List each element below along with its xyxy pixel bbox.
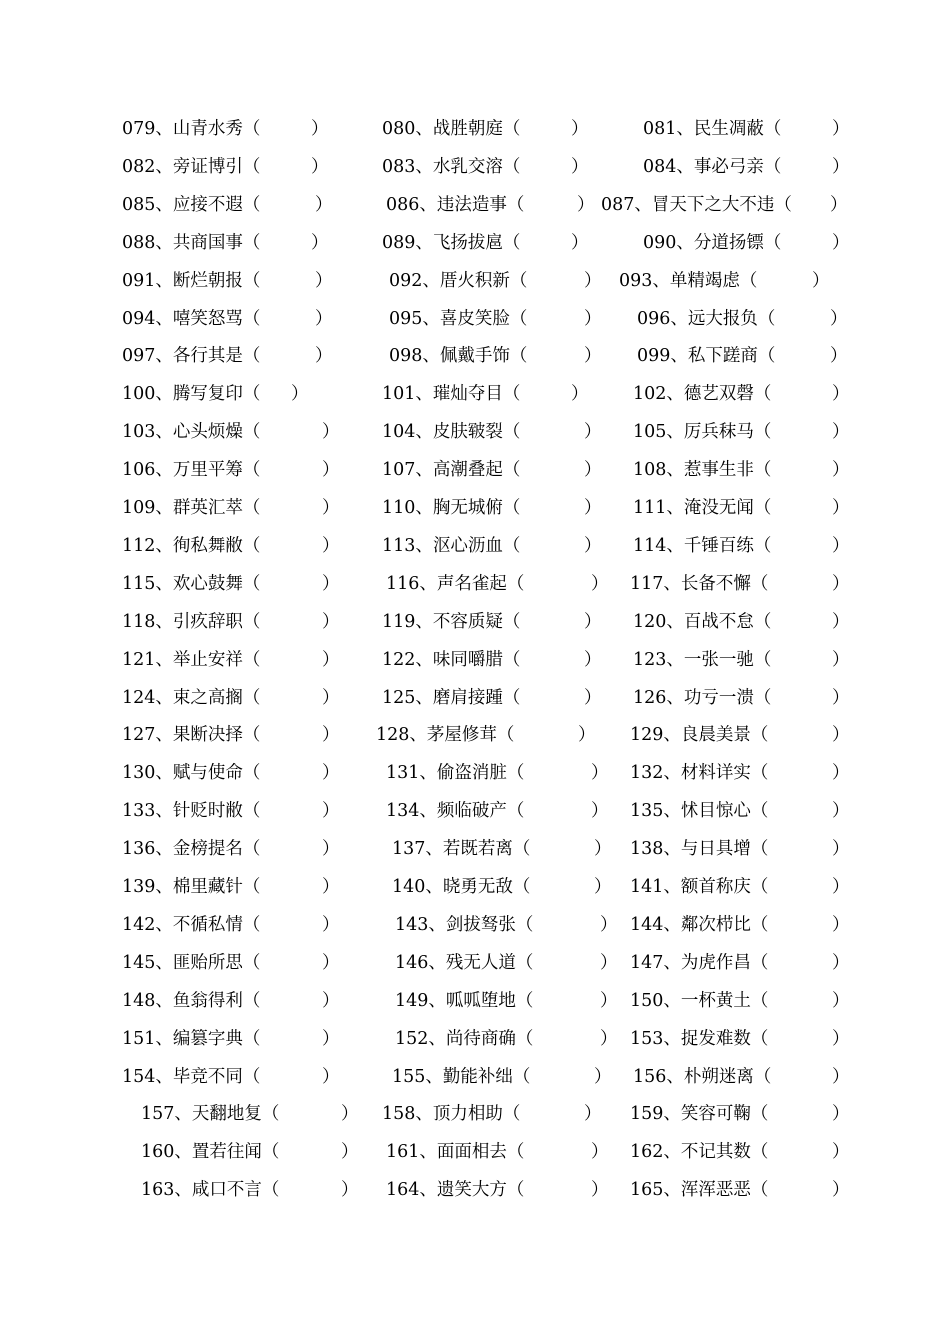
idiom-question	[630, 565, 852, 603]
question-row	[0, 1133, 950, 1171]
idiom-question	[630, 716, 852, 754]
idiom-label: 147、为虎作昌（	[630, 952, 769, 973]
question-row	[0, 489, 950, 527]
question-row	[0, 830, 950, 868]
answer-blank-close[interactable]: ）	[600, 914, 618, 935]
idiom-label: 149、呱呱堕地（	[395, 990, 534, 1011]
answer-blank-close[interactable]: ）	[600, 1028, 618, 1049]
question-row	[0, 1095, 950, 1133]
idiom-label: 117、长备不懈（	[630, 573, 769, 594]
answer-blank-close[interactable]: ）	[591, 1180, 609, 1201]
question-row	[0, 413, 950, 451]
idiom-label: 165、浑浑恶恶（	[630, 1180, 769, 1201]
idiom-question	[122, 110, 331, 148]
answer-blank-close[interactable]: ）	[584, 535, 602, 556]
idiom-label: 153、捉发难数（	[630, 1028, 769, 1049]
idiom-question	[633, 1058, 852, 1096]
idiom-question	[633, 641, 852, 679]
answer-blank-close[interactable]: ）	[584, 346, 602, 367]
answer-blank-close[interactable]: ）	[832, 952, 850, 973]
idiom-label: 109、群英汇萃（	[122, 498, 261, 518]
idiom-question	[376, 716, 598, 754]
answer-blank-close[interactable]: ）	[571, 119, 589, 139]
idiom-question	[386, 565, 611, 603]
idiom-question	[633, 527, 852, 565]
answer-blank-close[interactable]: ）	[832, 422, 850, 443]
answer-blank-close[interactable]: ）	[315, 308, 333, 329]
answer-blank-close[interactable]: ）	[341, 1180, 359, 1201]
idiom-label: 162、不记其数（	[630, 1142, 769, 1163]
idiom-question	[630, 982, 852, 1020]
idiom-label: 129、良晨美景（	[630, 725, 769, 746]
question-row	[0, 1171, 950, 1209]
idiom-label: 094、嘻笑怒骂（	[122, 308, 261, 329]
answer-blank-close[interactable]: ）	[584, 649, 602, 670]
idiom-question	[643, 110, 852, 148]
idiom-label: 123、一张一驰（	[633, 649, 772, 670]
idiom-question	[122, 224, 331, 262]
answer-blank-close[interactable]: ）	[832, 801, 850, 822]
idiom-label: 159、笑容可鞠（	[630, 1104, 769, 1125]
answer-blank-close[interactable]: ）	[594, 839, 612, 860]
idiom-question	[630, 1020, 852, 1058]
idiom-question	[395, 906, 620, 944]
idiom-question	[392, 1058, 614, 1096]
answer-blank-close[interactable]: ）	[832, 839, 850, 860]
idiom-question	[122, 906, 342, 944]
idiom-label: 160、置若往闻（	[141, 1142, 280, 1163]
answer-blank-close[interactable]: ）	[311, 119, 329, 139]
idiom-question	[386, 754, 611, 792]
answer-blank-close[interactable]: ）	[591, 801, 609, 822]
idiom-label: 091、断烂朝报（	[122, 270, 261, 291]
idiom-label: 115、欢心鼓舞（	[122, 573, 261, 594]
question-row	[0, 375, 950, 413]
question-row	[0, 982, 950, 1020]
answer-blank-close[interactable]: ）	[832, 1142, 850, 1163]
idiom-question	[122, 641, 342, 679]
idiom-label: 089、飞扬拔扈（	[382, 232, 521, 253]
answer-blank-close[interactable]: ）	[341, 1142, 359, 1163]
answer-blank-close[interactable]: ）	[832, 1104, 850, 1125]
answer-blank-close[interactable]: ）	[322, 801, 340, 822]
idiom-label: 132、材料详实（	[630, 763, 769, 784]
answer-blank-close[interactable]: ）	[812, 270, 830, 291]
idiom-question	[122, 186, 335, 224]
answer-blank-close[interactable]: ）	[322, 952, 340, 973]
idiom-question	[386, 1133, 611, 1171]
idiom-question	[633, 451, 852, 489]
idiom-question	[382, 679, 604, 717]
idiom-question	[382, 527, 604, 565]
idiom-question	[389, 337, 604, 375]
idiom-question	[386, 186, 597, 224]
idiom-question	[630, 868, 852, 906]
answer-blank-close[interactable]: ）	[832, 611, 850, 632]
idiom-question	[630, 754, 852, 792]
answer-blank-close[interactable]: ）	[832, 232, 850, 253]
idiom-label: 145、匪贻所思（	[122, 952, 261, 973]
idiom-label: 082、旁证博引（	[122, 156, 261, 177]
idiom-question	[633, 603, 852, 641]
idiom-question	[382, 489, 604, 527]
answer-blank-close[interactable]: ）	[584, 308, 602, 329]
idiom-question	[395, 982, 620, 1020]
idiom-label: 106、万里平筹（	[122, 460, 261, 481]
idiom-label: 113、沤心沥血（	[382, 535, 521, 556]
answer-blank-close[interactable]: ）	[832, 763, 850, 784]
question-row	[0, 1058, 950, 1096]
idiom-label: 152、尚待商确（	[395, 1028, 534, 1049]
answer-blank-close[interactable]: ）	[832, 573, 850, 594]
idiom-label: 098、佩戴手饰（	[389, 346, 528, 367]
idiom-label: 119、不容质疑（	[382, 611, 521, 632]
answer-blank-close[interactable]: ）	[322, 498, 340, 518]
idiom-label: 086、违法造事（	[386, 194, 525, 215]
answer-blank-close[interactable]: ）	[322, 990, 340, 1011]
idiom-label: 124、束之高搁（	[122, 687, 261, 708]
idiom-question	[122, 1020, 342, 1058]
idiom-label: 114、千锤百练（	[633, 535, 772, 556]
idiom-label: 092、厝火积新（	[389, 270, 528, 291]
idiom-question	[122, 148, 331, 186]
idiom-label: 136、金榜提名（	[122, 839, 261, 860]
answer-blank-close[interactable]: ）	[311, 232, 329, 253]
idiom-label: 097、各行其是（	[122, 346, 261, 367]
answer-blank-close[interactable]: ）	[322, 422, 340, 443]
answer-blank-close[interactable]: ）	[584, 270, 602, 291]
idiom-label: 127、果断决择（	[122, 725, 261, 746]
idiom-question	[630, 1133, 852, 1171]
question-row	[0, 224, 950, 262]
idiom-question	[122, 830, 342, 868]
answer-blank-close[interactable]: ）	[832, 1066, 850, 1087]
idiom-question	[386, 792, 611, 830]
idiom-question	[122, 944, 342, 982]
idiom-question	[633, 679, 852, 717]
idiom-question	[389, 300, 604, 338]
answer-blank-close[interactable]: ）	[594, 1066, 612, 1087]
answer-blank-close[interactable]: ）	[830, 346, 848, 367]
question-row	[0, 641, 950, 679]
answer-blank-close[interactable]: ）	[584, 1104, 602, 1125]
idiom-question	[633, 375, 852, 413]
idiom-label: 087、冒天下之大不违（	[601, 194, 792, 215]
answer-blank-close[interactable]: ）	[832, 384, 850, 405]
idiom-question	[395, 944, 620, 982]
question-row	[0, 527, 950, 565]
question-row	[0, 110, 950, 148]
question-row	[0, 754, 950, 792]
idiom-label: 150、一杯黄土（	[630, 990, 769, 1011]
question-row	[0, 300, 950, 338]
idiom-question	[637, 300, 850, 338]
question-row	[0, 679, 950, 717]
answer-blank-close[interactable]: ）	[832, 498, 850, 518]
idiom-question	[382, 1095, 604, 1133]
idiom-question	[122, 337, 335, 375]
idiom-question	[141, 1171, 361, 1209]
answer-blank-close[interactable]: ）	[584, 498, 602, 518]
idiom-label: 157、天翻地复（	[141, 1104, 280, 1125]
idiom-question	[382, 603, 604, 641]
idiom-label: 083、水乳交溶（	[382, 156, 521, 177]
idiom-label: 101、璀灿夺目（	[382, 384, 521, 405]
answer-blank-close[interactable]: ）	[584, 687, 602, 708]
answer-blank-close[interactable]: ）	[591, 573, 609, 594]
answer-blank-close[interactable]: ）	[322, 1066, 340, 1087]
idiom-label: 122、味同嚼腊（	[382, 649, 521, 670]
answer-blank-close[interactable]: ）	[322, 687, 340, 708]
answer-blank-close[interactable]: ）	[291, 384, 309, 405]
question-row	[0, 565, 950, 603]
idiom-question	[386, 1171, 611, 1209]
idiom-label: 116、声名雀起（	[386, 573, 525, 594]
answer-blank-close[interactable]: ）	[591, 763, 609, 784]
idiom-label: 137、若既若离（	[392, 839, 531, 860]
answer-blank-close[interactable]: ）	[322, 460, 340, 481]
idiom-label: 126、功亏一溃（	[633, 687, 772, 708]
question-row	[0, 1020, 950, 1058]
idiom-question	[643, 148, 852, 186]
answer-blank-close[interactable]: ）	[571, 384, 589, 405]
idiom-question	[122, 754, 342, 792]
idiom-label: 080、战胜朝庭（	[382, 119, 521, 139]
idiom-label: 164、遗笑大方（	[386, 1180, 525, 1201]
idiom-label: 128、茅屋修茸（	[376, 725, 515, 746]
answer-blank-close[interactable]: ）	[832, 156, 850, 177]
idiom-question	[382, 148, 591, 186]
answer-blank-close[interactable]: ）	[584, 422, 602, 443]
idiom-question	[122, 982, 342, 1020]
idiom-label: 155、勤能补绌（	[392, 1066, 531, 1087]
answer-blank-close[interactable]: ）	[584, 460, 602, 481]
idiom-label: 093、单精竭虑（	[619, 270, 758, 291]
answer-blank-close[interactable]: ）	[341, 1104, 359, 1125]
idiom-label: 156、朴朔迷离（	[633, 1066, 772, 1087]
question-row	[0, 716, 950, 754]
idiom-question	[389, 262, 604, 300]
answer-blank-close[interactable]: ）	[322, 611, 340, 632]
idiom-label: 125、磨肩接踵（	[382, 687, 521, 708]
idiom-question	[122, 489, 342, 527]
idiom-label: 121、举止安祥（	[122, 649, 261, 670]
answer-blank-close[interactable]: ）	[322, 573, 340, 594]
question-row	[0, 262, 950, 300]
question-row	[0, 944, 950, 982]
idiom-label: 105、厉兵秣马（	[633, 422, 772, 443]
idiom-question	[122, 565, 342, 603]
answer-blank-close[interactable]: ）	[832, 1180, 850, 1201]
answer-blank-close[interactable]: ）	[577, 194, 595, 215]
idiom-question	[122, 679, 342, 717]
question-row	[0, 337, 950, 375]
idiom-label: 131、偷盗消脏（	[386, 763, 525, 784]
idiom-question	[382, 375, 591, 413]
answer-blank-close[interactable]: ）	[315, 346, 333, 367]
idiom-label: 100、腾写复印（	[122, 384, 261, 405]
answer-blank-close[interactable]: ）	[832, 119, 850, 139]
answer-blank-close[interactable]: ）	[571, 156, 589, 177]
idiom-question	[122, 262, 335, 300]
idiom-question	[392, 830, 614, 868]
idiom-label: 102、德艺双磬（	[633, 384, 772, 405]
answer-blank-close[interactable]: ）	[322, 535, 340, 556]
idiom-label: 163、咸口不言（	[141, 1180, 280, 1201]
idiom-question	[122, 527, 342, 565]
idiom-question	[633, 413, 852, 451]
question-row	[0, 451, 950, 489]
idiom-question	[122, 868, 342, 906]
idiom-question	[395, 1020, 620, 1058]
answer-blank-close[interactable]: ）	[311, 156, 329, 177]
idiom-question	[392, 868, 614, 906]
answer-blank-close[interactable]: ）	[578, 725, 596, 746]
answer-blank-close[interactable]: ）	[830, 308, 848, 329]
idiom-label: 088、共商国事（	[122, 232, 261, 253]
idiom-label: 144、鄰次栉比（	[630, 914, 769, 935]
idiom-question	[382, 224, 591, 262]
answer-blank-close[interactable]: ）	[315, 194, 333, 215]
idiom-question	[630, 906, 852, 944]
answer-blank-close[interactable]: ）	[832, 460, 850, 481]
idiom-label: 138、与日具增（	[630, 839, 769, 860]
idiom-question	[122, 603, 342, 641]
idiom-question	[630, 1171, 852, 1209]
idiom-label: 084、事必弓亲（	[643, 156, 782, 177]
question-row	[0, 868, 950, 906]
answer-blank-close[interactable]: ）	[832, 687, 850, 708]
idiom-label: 099、私下蹉商（	[637, 346, 776, 367]
answer-blank-close[interactable]: ）	[584, 611, 602, 632]
idiom-label: 111、淹没无闻（	[633, 498, 772, 518]
idiom-question	[630, 1095, 852, 1133]
idiom-label: 135、怵目惊心（	[630, 801, 769, 822]
idiom-label: 110、胸无城俯（	[382, 498, 521, 518]
answer-blank-close[interactable]: ）	[600, 952, 618, 973]
idiom-question	[122, 451, 342, 489]
idiom-label: 112、徇私舞敝（	[122, 535, 261, 556]
idiom-question	[382, 110, 591, 148]
idiom-question	[122, 1058, 342, 1096]
idiom-question	[122, 413, 342, 451]
idiom-label: 133、针贬时敝（	[122, 801, 261, 822]
answer-blank-close[interactable]: ）	[832, 877, 850, 897]
answer-blank-close[interactable]: ）	[322, 877, 340, 897]
idiom-label: 139、棉里藏针（	[122, 877, 261, 897]
idiom-label: 120、百战不怠（	[633, 611, 772, 632]
answer-blank-close[interactable]: ）	[322, 914, 340, 935]
answer-blank-close[interactable]: ）	[594, 877, 612, 897]
idiom-label: 141、额首称庆（	[630, 877, 769, 897]
idiom-question	[630, 792, 852, 830]
idiom-question	[122, 716, 342, 754]
idiom-question	[637, 337, 850, 375]
idiom-question	[619, 262, 832, 300]
idiom-label: 148、鱼翁得利（	[122, 990, 261, 1011]
idiom-label: 107、高潮叠起（	[382, 460, 521, 481]
idiom-label: 151、编篡字典（	[122, 1028, 261, 1049]
idiom-question	[382, 451, 604, 489]
answer-blank-close[interactable]: ）	[832, 535, 850, 556]
answer-blank-close[interactable]: ）	[315, 270, 333, 291]
idiom-label: 158、顶力相助（	[382, 1104, 521, 1125]
question-row	[0, 906, 950, 944]
answer-blank-close[interactable]: ）	[832, 649, 850, 670]
question-row	[0, 792, 950, 830]
idiom-label: 130、赋与使命（	[122, 763, 261, 784]
idiom-label: 140、晓勇无敌（	[392, 877, 531, 897]
idiom-label: 081、民生凋蔽（	[643, 119, 782, 139]
idiom-question	[122, 792, 342, 830]
idiom-label: 079、山青水秀（	[122, 119, 261, 139]
idiom-label: 090、分道扬镖（	[643, 232, 782, 253]
idiom-label: 118、引疚辞职（	[122, 611, 261, 632]
idiom-label: 146、残无人道（	[395, 952, 534, 973]
idiom-label: 161、面面相去（	[386, 1142, 525, 1163]
answer-blank-close[interactable]: ）	[832, 990, 850, 1011]
answer-blank-close[interactable]: ）	[600, 990, 618, 1011]
idiom-label: 134、频临破产（	[386, 801, 525, 822]
answer-blank-close[interactable]: ）	[832, 725, 850, 746]
idiom-label: 104、皮肤皲裂（	[382, 422, 521, 443]
idiom-question	[122, 375, 311, 413]
question-row	[0, 148, 950, 186]
idiom-question	[382, 641, 604, 679]
idiom-question	[630, 830, 852, 868]
idiom-question	[643, 224, 852, 262]
answer-blank-close[interactable]: ）	[830, 194, 848, 215]
answer-blank-close[interactable]: ）	[322, 763, 340, 784]
answer-blank-close[interactable]: ）	[591, 1142, 609, 1163]
answer-blank-close[interactable]: ）	[322, 1028, 340, 1049]
idiom-label: 085、应接不遐（	[122, 194, 261, 215]
question-row	[0, 603, 950, 641]
answer-blank-close[interactable]: ）	[322, 649, 340, 670]
answer-blank-close[interactable]: ）	[322, 839, 340, 860]
idiom-question	[382, 413, 604, 451]
idiom-label: 142、不循私情（	[122, 914, 261, 935]
idiom-question	[141, 1095, 361, 1133]
answer-blank-close[interactable]: ）	[832, 1028, 850, 1049]
answer-blank-close[interactable]: ）	[832, 914, 850, 935]
idiom-label: 108、惹事生非（	[633, 460, 772, 481]
idiom-question	[630, 944, 852, 982]
answer-blank-close[interactable]: ）	[322, 725, 340, 746]
idiom-question	[122, 300, 335, 338]
idiom-label: 154、毕竞不同（	[122, 1066, 261, 1087]
idiom-label: 103、心头烦燥（	[122, 422, 261, 443]
answer-blank-close[interactable]: ）	[571, 232, 589, 253]
idiom-label: 143、剑拔驽张（	[395, 914, 534, 935]
question-row	[0, 186, 950, 224]
idiom-question	[633, 489, 852, 527]
idiom-question	[141, 1133, 361, 1171]
idiom-label: 096、远大报负（	[637, 308, 776, 329]
idiom-label: 095、喜皮笑脸（	[389, 308, 528, 329]
idiom-question	[601, 186, 850, 224]
